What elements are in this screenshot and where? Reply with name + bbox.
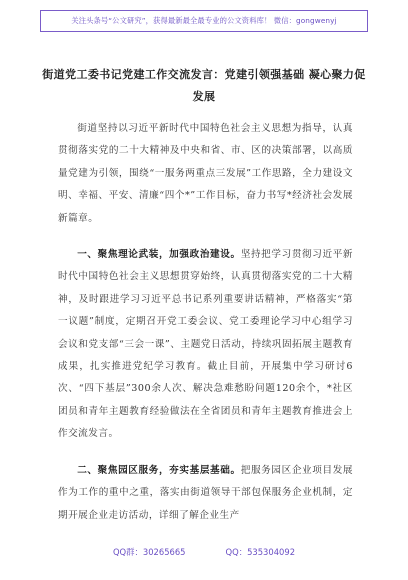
paragraph-section-1: [58, 244, 353, 446]
document-body: [58, 118, 353, 541]
header-banner: [40, 10, 368, 32]
paragraph-intro: [58, 118, 353, 230]
footer-qq-group: QQ群：30265665: [112, 547, 186, 557]
paragraph-text: 街道坚持以习近平新时代中国特色社会主义思想为指导，认真贯彻落实党的二十大精神及中央和省、市、区的决策部署，以高质量党建为引领，围绕“一服务两重点三发展”工作思路，全力建设文明、幸福、平安、清廉“四个*”工作目标，奋力书写*经济社会发展新篇章。: [58, 123, 353, 224]
paragraph-text: 坚持把学习贯彻习近平新时代中国特色社会主义思想贯穿始终，认真贯彻落实党的二十大精神，及时跟进学习习近平总书记系列重要讲话精神，严格落实“第一议题”制度，定期召开党工委会议、党工委理论学习中心组学习会议和党支部“三会一课”、主题党日活动，持续巩固拓展主题教育成果，扎实推进党纪学习教育。截止目前，开展集中学习研讨6次、“四下基层”300余人次、解决急难愁盼问题120余个，*社区团员和青年主题教育经验做法在全省团员和青年主题教育推进会上作交流发言。: [58, 249, 354, 440]
footer-qq: QQ：535304092: [225, 547, 296, 557]
paragraph-text: 把服务园区企业项目发展作为工作的重中之重，落实由街道领导干部包保服务企业机制，定期开展企业走访活动，详细了解企业生产: [58, 464, 354, 521]
document-title: 街道党工委书记党建工作交流发言：党建引领强基础 凝心聚力促发展: [42, 68, 366, 103]
section-heading: 二、聚焦园区服务，夯实基层基础。: [77, 464, 241, 476]
header-banner-text: 关注头条号“公文研究”，获得最新最全最专业的公文资料库！ 微信：gongwenyj: [71, 16, 337, 25]
paragraph-section-2: [58, 460, 353, 527]
section-heading: 一、聚焦理论武装，加强政治建设。: [77, 249, 241, 261]
footer-contact: [0, 546, 408, 558]
